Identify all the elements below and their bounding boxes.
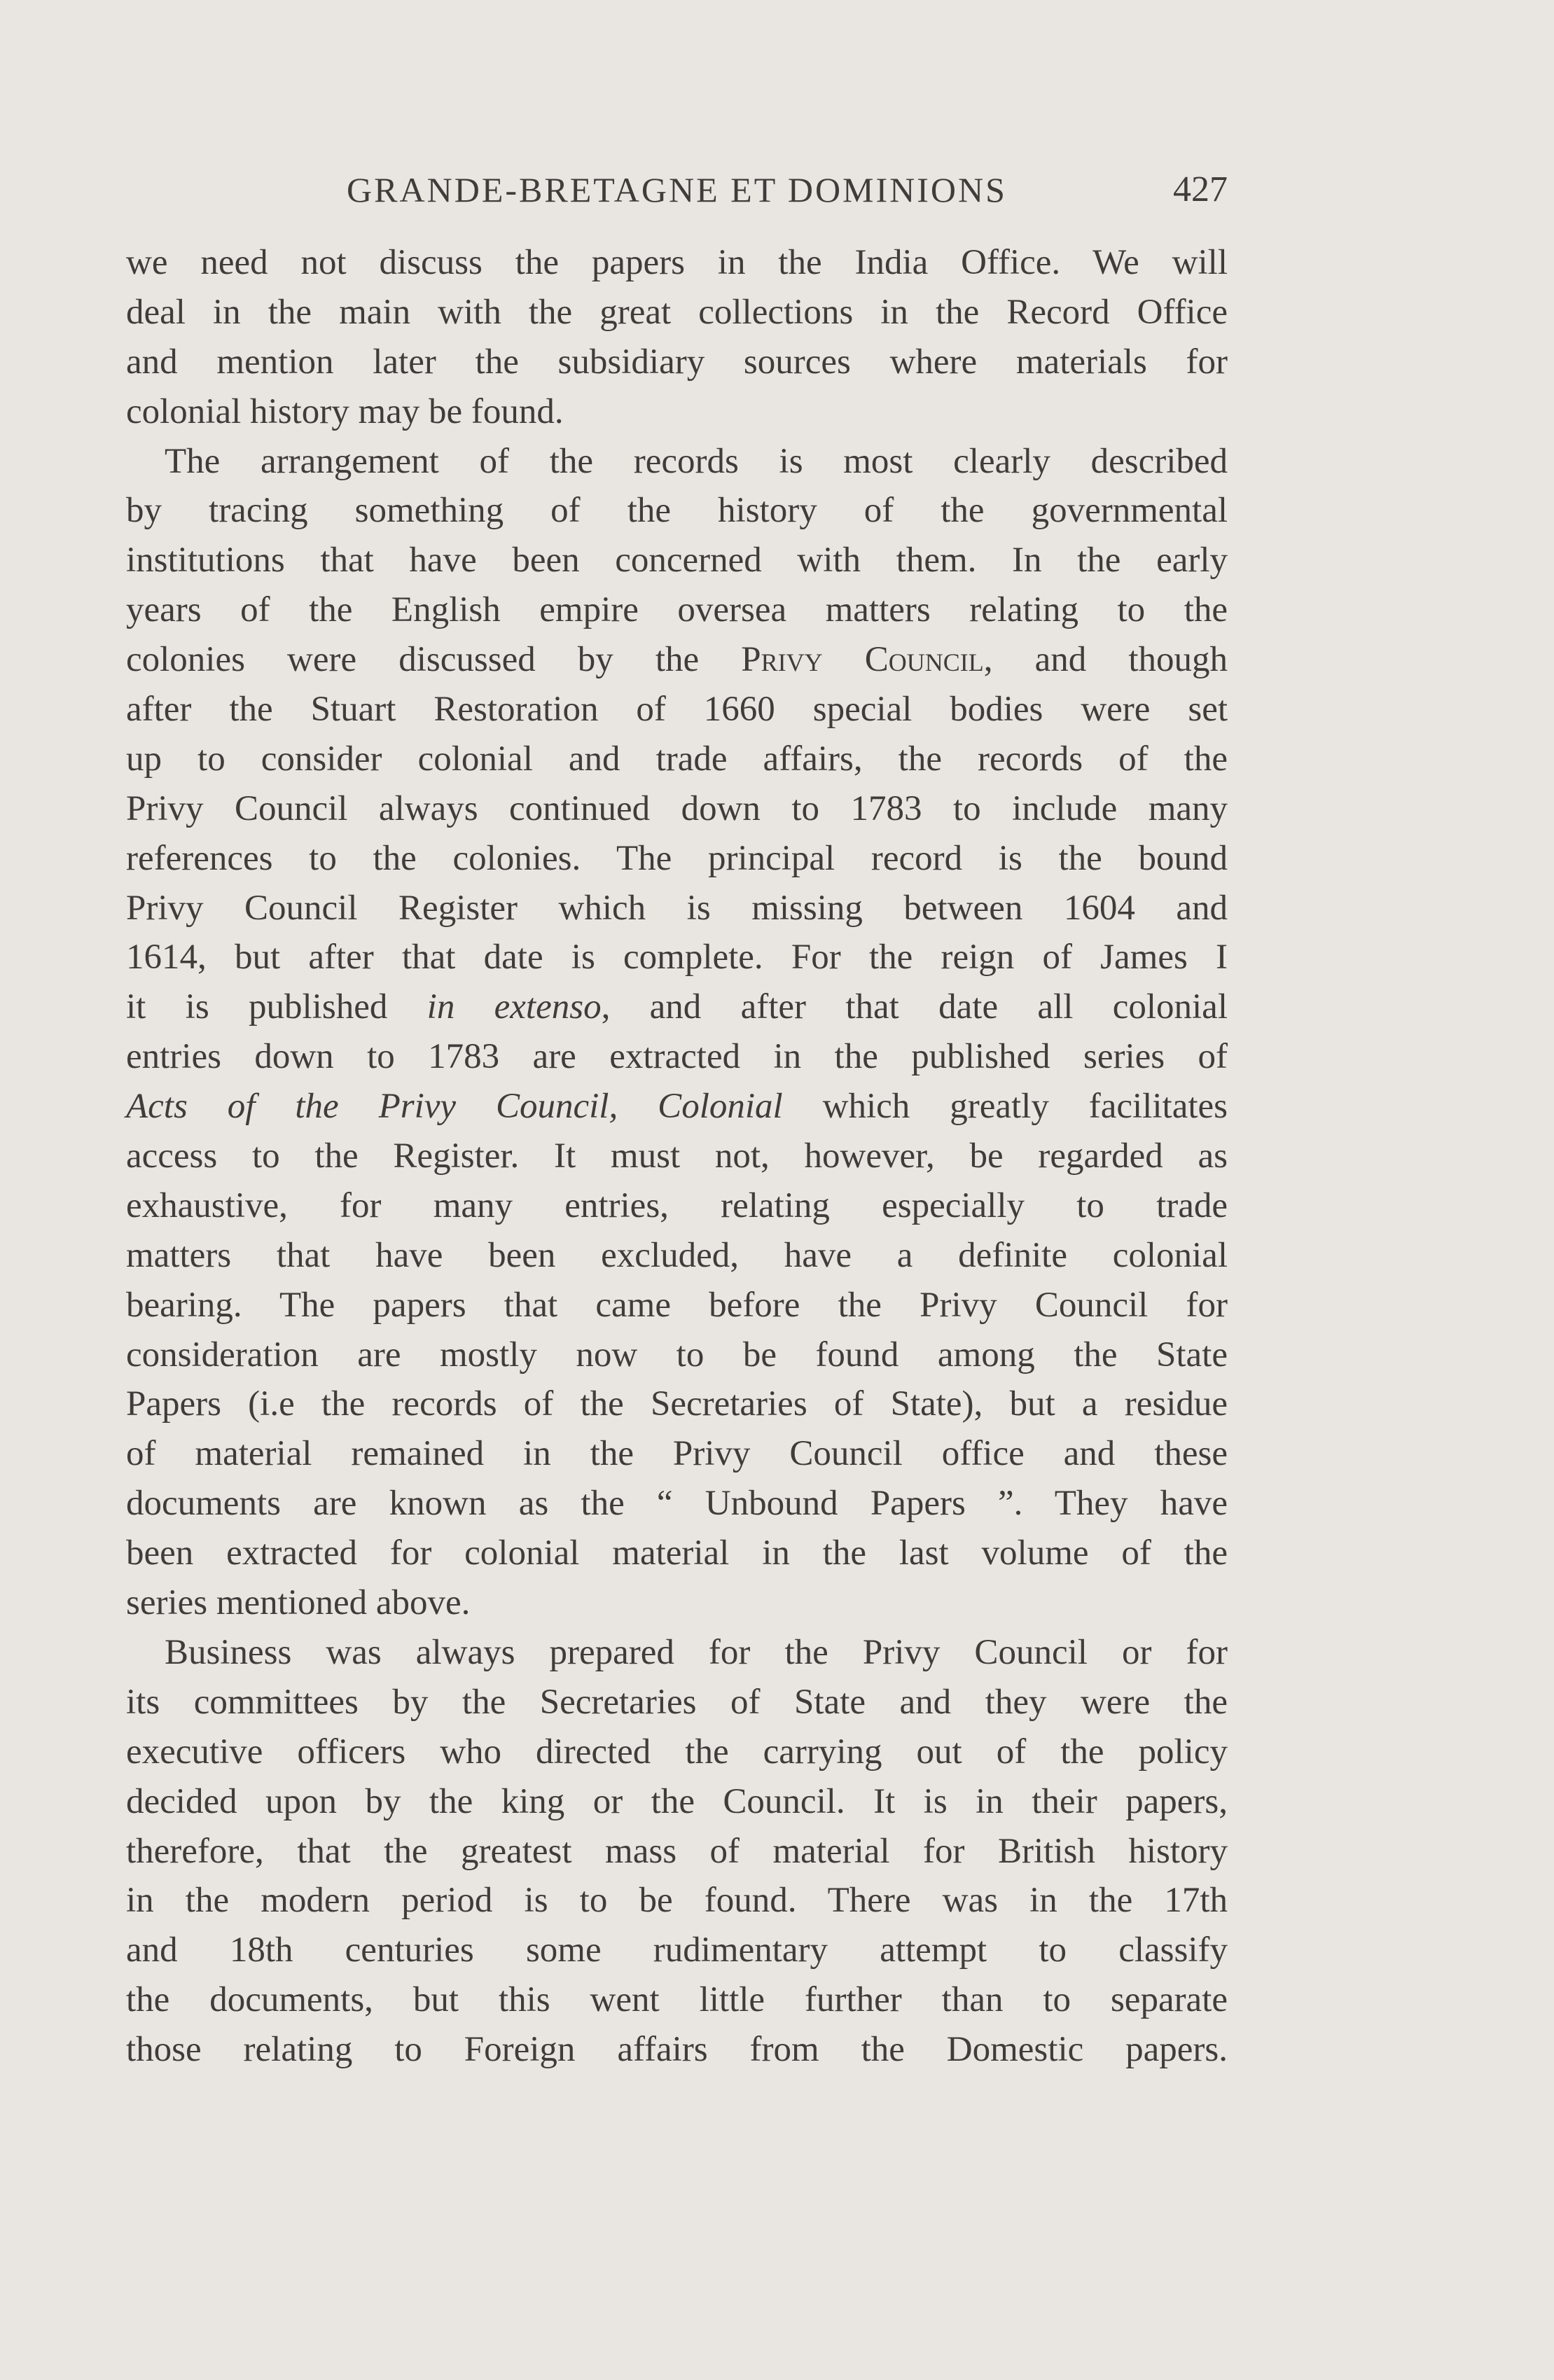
text-line: Privy Council always continued down to 1783 to include many bbox=[126, 788, 1228, 828]
text-line: in the modern period is to be found. There was in the 17th bbox=[126, 1881, 1228, 1921]
text-line: and 18th centuries some rudimentary attempt to classify bbox=[126, 1930, 1228, 1970]
text-line: decided upon by the king or the Council. It is in their papers, bbox=[126, 1781, 1228, 1821]
text-line: references to the colonies. The principal record is the bound bbox=[126, 838, 1228, 878]
text-line: Papers (i.e the records of the Secretaries of State), but a residue bbox=[126, 1384, 1228, 1424]
text-line: we need not discuss the papers in the India Office. We will bbox=[126, 243, 1228, 282]
running-head bbox=[126, 165, 1228, 214]
text-line: its committees by the Secretaries of State and they were the bbox=[126, 1682, 1228, 1722]
text-line: therefore, that the greatest mass of material for British history bbox=[126, 1831, 1228, 1871]
page-number: 427 bbox=[1173, 169, 1228, 209]
text-line: colonies were discussed by the Privy Council, and though bbox=[126, 640, 1228, 680]
text-line: 1614, but after that date is complete. For the reign of James I bbox=[126, 938, 1228, 977]
text-line: colonial history may be found. bbox=[126, 391, 564, 431]
text-line: and mention later the subsidiary sources where materials for bbox=[126, 342, 1228, 382]
text-line: Business was always prepared for the Privy Council or for bbox=[165, 1632, 1228, 1672]
text-line: by tracing something of the history of the governmental bbox=[126, 491, 1228, 531]
privy-council-smallcaps: Privy Council bbox=[741, 640, 984, 680]
text-line: the documents, but this went little further than to separate bbox=[126, 1980, 1228, 2020]
text-line: up to consider colonial and trade affairs, the records of the bbox=[126, 739, 1228, 779]
text-line: Privy Council Register which is missing between 1604 and bbox=[126, 888, 1228, 928]
text-line: those relating to Foreign affairs from the Domestic papers. bbox=[126, 2030, 1228, 2070]
text-line: institutions that have been concerned with them. In the early bbox=[126, 541, 1228, 580]
text-line: bearing. The papers that came before the Privy Council for bbox=[126, 1285, 1228, 1325]
text-line: The arrangement of the records is most clearly described bbox=[165, 441, 1228, 481]
running-title: GRANDE-BRETAGNE ET DOMINIONS bbox=[347, 170, 1007, 209]
text-line: entries down to 1783 are extracted in the published series of bbox=[126, 1037, 1228, 1077]
text-line: of material remained in the Privy Council office and these bbox=[126, 1434, 1228, 1474]
text-line: been extracted for colonial material in the last volume of the bbox=[126, 1533, 1228, 1573]
text-line: years of the English empire oversea matters relating to the bbox=[126, 590, 1228, 630]
text-line: matters that have been excluded, have a definite colonial bbox=[126, 1235, 1228, 1275]
text-line: executive officers who directed the carrying out of the policy bbox=[126, 1732, 1228, 1772]
text-line: access to the Register. It must not, however, be regarded as bbox=[126, 1136, 1228, 1176]
text-line: consideration are mostly now to be found among the State bbox=[126, 1335, 1228, 1375]
text-line: it is published in extenso, and after that date all colonial bbox=[126, 987, 1228, 1027]
text-line: deal in the main with the great collections in the Record Office bbox=[126, 292, 1228, 332]
text-line: after the Stuart Restoration of 1660 special bodies were set bbox=[126, 690, 1228, 730]
body-text bbox=[126, 238, 1228, 2075]
text-line: series mentioned above. bbox=[126, 1583, 471, 1623]
text-line: documents are known as the “ Unbound Papers ”. They have bbox=[126, 1484, 1228, 1524]
in-extenso-italic: in extenso bbox=[426, 987, 602, 1027]
acts-title-italic: Acts of the Privy Council, Colonial bbox=[126, 1087, 783, 1127]
text-line: exhaustive, for many entries, relating especially to trade bbox=[126, 1185, 1228, 1225]
text-line: Acts of the Privy Council, Colonial which greatly facilitates bbox=[126, 1087, 1228, 1127]
